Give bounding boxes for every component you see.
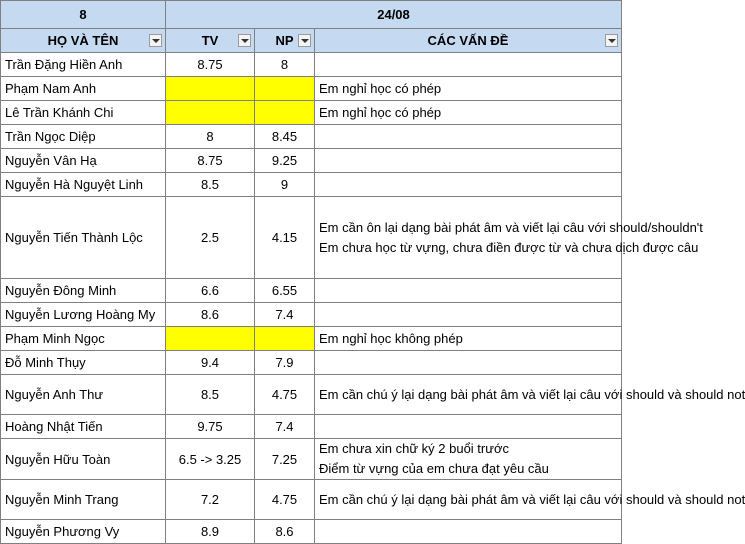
np-score-cell[interactable] xyxy=(255,101,315,125)
np-score-cell[interactable]: 7.9 xyxy=(255,351,315,375)
group-header-row xyxy=(1,1,622,29)
tv-score-cell[interactable]: 2.5 xyxy=(166,197,255,279)
tv-score-cell[interactable] xyxy=(166,101,255,125)
student-name-cell[interactable]: Nguyễn Hữu Toàn xyxy=(1,439,166,480)
table-row xyxy=(1,415,622,439)
column-header-issues[interactable] xyxy=(315,29,622,53)
np-score-cell[interactable]: 7.4 xyxy=(255,303,315,327)
tv-score-cell[interactable]: 8.75 xyxy=(166,53,255,77)
table-row xyxy=(1,303,622,327)
issue-cell[interactable]: Em nghỉ học có phép xyxy=(315,77,622,101)
np-score-cell[interactable]: 9 xyxy=(255,173,315,197)
issue-cell[interactable] xyxy=(315,415,622,439)
issue-cell[interactable]: Em nghỉ học không phép xyxy=(315,327,622,351)
student-name-cell[interactable]: Nguyễn Hà Nguyệt Linh xyxy=(1,173,166,197)
table-row xyxy=(1,173,622,197)
issue-cell[interactable] xyxy=(315,125,622,149)
np-score-cell[interactable]: 4.75 xyxy=(255,480,315,520)
student-name-cell[interactable]: Trần Đặng Hiền Anh xyxy=(1,53,166,77)
tv-score-cell[interactable] xyxy=(166,77,255,101)
tv-score-cell[interactable]: 8.9 xyxy=(166,520,255,544)
table-row xyxy=(1,327,622,351)
student-name-cell[interactable]: Nguyễn Phương Vy xyxy=(1,520,166,544)
np-score-cell[interactable]: 7.25 xyxy=(255,439,315,480)
student-name-cell[interactable]: Phạm Nam Anh xyxy=(1,77,166,101)
np-score-cell[interactable]: 8 xyxy=(255,53,315,77)
issue-cell[interactable]: Em cần chú ý lại dạng bài phát âm và viết lại câu với should và should not xyxy=(315,375,622,415)
issue-cell[interactable] xyxy=(315,53,622,77)
issue-cell[interactable] xyxy=(315,303,622,327)
np-score-cell[interactable]: 9.25 xyxy=(255,149,315,173)
student-name-cell[interactable]: Nguyễn Đông Minh xyxy=(1,279,166,303)
issue-cell[interactable]: Em cần chú ý lại dạng bài phát âm và viết lại câu với should và should not xyxy=(315,480,622,520)
issue-cell[interactable] xyxy=(315,520,622,544)
table-row xyxy=(1,149,622,173)
column-header-issues-label: CÁC VẤN ĐỀ xyxy=(427,33,509,48)
column-header-tv-label: TV xyxy=(201,33,219,48)
issue-cell[interactable] xyxy=(315,173,622,197)
student-name-cell[interactable]: Nguyễn Tiến Thành Lộc xyxy=(1,197,166,279)
tv-score-cell[interactable]: 8.6 xyxy=(166,303,255,327)
issue-cell[interactable]: Em chưa xin chữ ký 2 buổi trước Điểm từ vựng của em chưa đạt yêu cầu xyxy=(315,439,622,480)
column-header-name-label: HỌ VÀ TÊN xyxy=(47,33,119,48)
table-row xyxy=(1,375,622,415)
np-score-cell[interactable]: 4.75 xyxy=(255,375,315,415)
issue-cell[interactable] xyxy=(315,351,622,375)
class-label-cell[interactable]: 8 xyxy=(1,1,166,29)
table-row xyxy=(1,125,622,149)
sheet-body xyxy=(1,1,745,544)
tv-score-cell[interactable]: 6.6 xyxy=(166,279,255,303)
issue-cell[interactable]: Em cần ôn lại dạng bài phát âm và viết lại câu với should/shouldn't Em chưa học từ vựng, chưa điền được từ và chưa dịch được câu xyxy=(315,197,622,279)
student-name-cell[interactable]: Phạm Minh Ngọc xyxy=(1,327,166,351)
student-name-cell[interactable]: Nguyễn Lương Hoàng My xyxy=(1,303,166,327)
tv-score-cell[interactable]: 6.5 -> 3.25 xyxy=(166,439,255,480)
np-score-cell[interactable]: 6.55 xyxy=(255,279,315,303)
student-name-cell[interactable]: Nguyễn Anh Thư xyxy=(1,375,166,415)
tv-score-cell[interactable]: 9.75 xyxy=(166,415,255,439)
table-row xyxy=(1,439,622,480)
table-row xyxy=(1,53,622,77)
filter-dropdown-icon[interactable] xyxy=(605,34,618,47)
issue-cell[interactable] xyxy=(315,279,622,303)
np-score-cell[interactable]: 7.4 xyxy=(255,415,315,439)
date-label-cell[interactable]: 24/08 xyxy=(166,1,622,29)
tv-score-cell[interactable] xyxy=(166,327,255,351)
column-header-np-label: NP xyxy=(275,33,294,48)
tv-score-cell[interactable]: 8.5 xyxy=(166,375,255,415)
table-row xyxy=(1,351,622,375)
np-score-cell[interactable]: 4.15 xyxy=(255,197,315,279)
student-name-cell[interactable]: Nguyễn Minh Trang xyxy=(1,480,166,520)
tv-score-cell[interactable]: 9.4 xyxy=(166,351,255,375)
np-score-cell[interactable] xyxy=(255,327,315,351)
tv-score-cell[interactable]: 8.75 xyxy=(166,149,255,173)
student-name-cell[interactable]: Hoàng Nhật Tiến xyxy=(1,415,166,439)
tv-score-cell[interactable]: 8.5 xyxy=(166,173,255,197)
student-name-cell[interactable]: Nguyễn Vân Hạ xyxy=(1,149,166,173)
filter-dropdown-icon[interactable] xyxy=(238,34,251,47)
table-row xyxy=(1,77,622,101)
issue-cell[interactable]: Em nghỉ học có phép xyxy=(315,101,622,125)
table-row xyxy=(1,279,622,303)
filter-dropdown-icon[interactable] xyxy=(298,34,311,47)
tv-score-cell[interactable]: 7.2 xyxy=(166,480,255,520)
np-score-cell[interactable]: 8.6 xyxy=(255,520,315,544)
issue-cell[interactable] xyxy=(315,149,622,173)
table-row xyxy=(1,197,622,279)
student-name-cell[interactable]: Trần Ngọc Diệp xyxy=(1,125,166,149)
student-name-cell[interactable]: Đỗ Minh Thụy xyxy=(1,351,166,375)
column-header-row xyxy=(1,29,622,53)
filter-dropdown-icon[interactable] xyxy=(149,34,162,47)
column-header-name[interactable] xyxy=(1,29,166,53)
np-score-cell[interactable] xyxy=(255,77,315,101)
table-row xyxy=(1,520,622,544)
tv-score-cell[interactable]: 8 xyxy=(166,125,255,149)
column-header-tv[interactable] xyxy=(166,29,255,53)
student-name-cell[interactable]: Lê Trần Khánh Chi xyxy=(1,101,166,125)
column-header-np[interactable] xyxy=(255,29,315,53)
table-row xyxy=(1,480,622,520)
np-score-cell[interactable]: 8.45 xyxy=(255,125,315,149)
table-row xyxy=(1,101,622,125)
